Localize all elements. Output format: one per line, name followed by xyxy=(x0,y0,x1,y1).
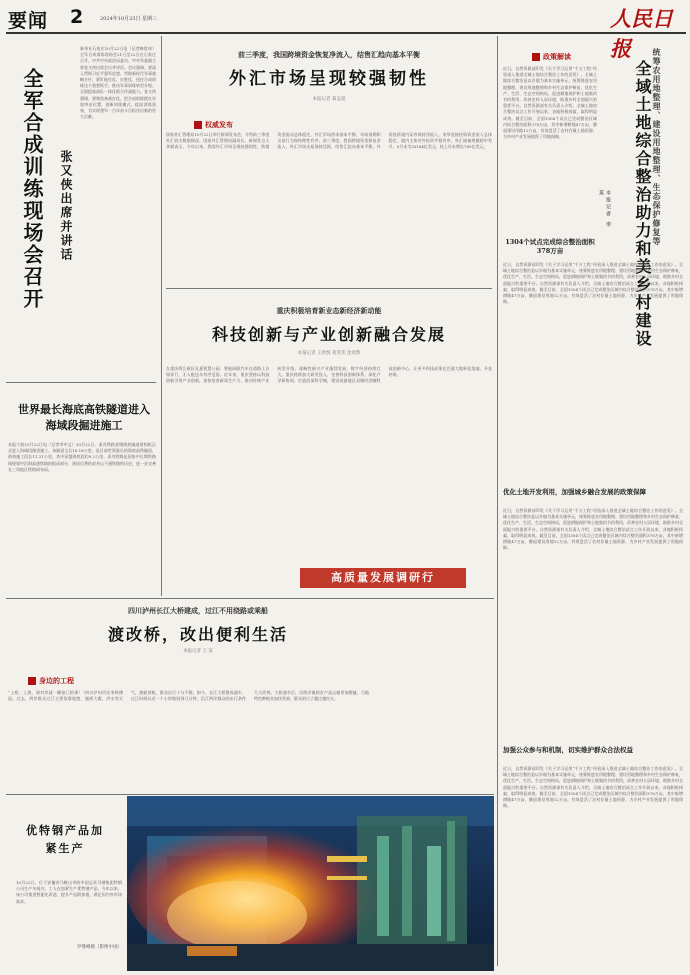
bridge-body: “上桥、上坡，到对岸就一脚油门的事！”四川泸州市民李师傅说。过去，两岸群众过江主要依靠轮渡，遇到大雾、洪水等天气，渡轮停航，群众出行十分不便。如今，长江大桥建成通车，过江时间从近一个小时缩短到几分钟，沿江两岸群众的出行条件大大改善。大桥通车后，沿线乡镇的农产品运输更加便捷，当地特色种植业加快发展，群众的日子越过越红火。 xyxy=(8,690,369,702)
land-section-2: 加强公众参与和机制，切实维护群众合法权益 xyxy=(503,746,633,754)
lead-body: 新华社石家庄10月22日电（记者梅常伟）全军合成训练现场会21日至22日在石家庄召开。中共中央政治局委员、中央军委副主席张又侠出席会议并讲话。会议强调，要深入贯彻习近平强军思想，贯彻新时代军事战略方针，紧盯能打仗、打胜仗，扭住合成训练这个重要抓手，推动军事训练转型升级，全面提高部队一体化联合作战能力。张又侠强调，要聚焦备战打仗，把合成训练摆在更加突出位置，创新训练模式，提高训练质效，为实现建军一百年奋斗目标作出新的更大贡献。 xyxy=(80,46,156,120)
land-kicker: 统筹农用地整理、建设用地整理、生态保护修复等 xyxy=(652,48,662,246)
land-byline: 本报记者 李 某 xyxy=(598,190,611,229)
land-body-2: 近日，自然资源部印发《关于学习运用“千万工程”经验深入推进全域土地综合整治工作的意见》。全域土地综合整治是以乡镇为基本实施单元，统筹推进农用地整理、建设用地整理和乡村生态保护修复，优化生产、生活、生态空间格局，促进耕地保护和土地集约节约利用，改善农村人居环境，助推乡村全面振兴的重要平台。自然资源部有关负责人介绍，全域土地综合整治试点工作开展以来，各地积极探索，取得明显成效。截至目前，全国1304个试点已完成整治区域内综合整治面积378万亩，其中新增耕地47万亩，腾退建设用地12万亩，有效盘活了农村存量土地资源，为乡村产业发展提供了用地保障。 xyxy=(503,262,683,305)
tech-banner: 高质量发展调研行 xyxy=(300,568,466,588)
forex-byline: 本报记者 葛孟超 xyxy=(312,97,346,102)
steel-photo-credit: 罗继峰摄（影像中国） xyxy=(77,945,122,950)
steel-headline: 优特钢产品加紧生产 xyxy=(26,824,104,855)
issue-date: 2024年10月23日 星期三 xyxy=(100,16,158,22)
land-headline: 全域土地综合整治助力和美乡村建设 xyxy=(633,60,652,348)
rule xyxy=(6,382,156,383)
bridge-byline: 本报记者 王 某 xyxy=(183,649,213,654)
forex-kicker: 前三季度，我国跨境资金恢复净流入，结售汇趋向基本平衡 xyxy=(238,50,420,59)
steel-mill-photo xyxy=(127,796,494,971)
bridge-kicker: 四川泸州长江大桥建成，过江不用绕路或乘船 xyxy=(128,606,268,615)
section-name: 要闻 xyxy=(8,10,49,32)
forex-headline: 外汇市场呈现较强韧性 xyxy=(229,69,429,89)
lead-headline: 全军合成训练现场会召开 xyxy=(20,68,44,310)
tunnel-headline: 世界最长海底高铁隧道进入海域段掘进施工 xyxy=(18,403,150,432)
column-rule-right xyxy=(497,36,498,966)
tech-body: 在重庆两江新区礼嘉智慧公园，智能网联汽车在道路上自如穿行，无人配送车有序送货。近年来，重庆坚持以科技创新引领产业创新，加快培育新质生产力，推动传统产业转型升级，战略性新兴产业蓬勃发展，数字经济持续壮大。重庆持续加大研发投入，完善科技创新体系，深化产学研协同，打造西部科学城，建设成渝地区双城经济圈科技创新中心，让更多科技成果在巴渝大地转化落地、开花结果。 xyxy=(166,366,492,384)
bridge-headline: 渡改桥，改出便利生活 xyxy=(107,625,288,644)
tech-kicker: 重庆积极培育新业态新经济新动能 xyxy=(276,306,382,315)
rule xyxy=(6,794,494,795)
page-number: 2 xyxy=(70,6,85,28)
steel-caption: 10月22日，位于安徽省马鞍山市的中国宝武马钢集团特钢公司生产车间内，工人在加紧生产优特钢产品。今年以来，该公司推进智能化改造，提升产品附加值，满足国内外市场需求。 xyxy=(16,880,122,904)
lead-subheadline: 张又侠出席并讲话 xyxy=(59,150,73,262)
land-mid-heading: 1304个试点完成综合整治面积378万亩 xyxy=(505,238,595,255)
land-body-3: 近日，自然资源部印发《关于学习运用“千万工程”经验深入推进全域土地综合整治工作的意见》。全域土地综合整治是以乡镇为基本实施单元，统筹推进农用地整理、建设用地整理和乡村生态保护修复，优化生产、生活、生态空间格局，促进耕地保护和土地集约节约利用，改善农村人居环境，助推乡村全面振兴的重要平台。自然资源部有关负责人介绍，全域土地综合整治试点工作开展以来，各地积极探索，取得明显成效。截至目前，全国1304个试点已完成整治区域内综合整治面积378万亩，其中新增耕地47万亩，腾退建设用地12万亩，有效盘活了农村存量土地资源，为乡村产业发展提供了用地保障。 xyxy=(503,508,683,551)
bridge-tag: 身边的工程 xyxy=(28,676,74,686)
forex-tag: 权威发布 xyxy=(194,120,233,130)
tunnel-body: 本报宁波10月22日电（记者李中文）10月22日，甬舟铁路金塘海底隧道盾构机正式进入海域段掘进施工。该隧道全长16.18公里，是目前世界最长的海底高铁隧道，盾构施工段长11.21公里，其中穿越海底段约9.2公里。甬舟铁路是国家中长期铁路网规划中沿海高速铁路的组成部分，建成后将结束舟山不通铁路的历史，进一步完善长三角地区铁路网布局。 xyxy=(8,442,156,472)
masthead-rule xyxy=(6,32,686,34)
rule xyxy=(6,598,494,599)
land-section-1: 优化土地开发利用，加强城乡融合发展的政策保障 xyxy=(503,488,646,496)
tech-byline: 本报记者 王欣悦 蒋雯雯 沈靖然 xyxy=(297,351,361,356)
land-body-4: 近日，自然资源部印发《关于学习运用“千万工程”经验深入推进全域土地综合整治工作的意见》。全域土地综合整治是以乡镇为基本实施单元，统筹推进农用地整理、建设用地整理和乡村生态保护修复，优化生产、生活、生态空间格局，促进耕地保护和土地集约节约利用，改善农村人居环境，助推乡村全面振兴的重要平台。自然资源部有关负责人介绍，全域土地综合整治试点工作开展以来，各地积极探索，取得明显成效。截至目前，全国1304个试点已完成整治区域内综合整治面积378万亩，其中新增耕地47万亩，腾退建设用地12万亩，有效盘活了农村存量土地资源，为乡村产业发展提供了用地保障。 xyxy=(503,766,683,809)
column-rule-left xyxy=(161,36,162,596)
forex-body: 国家外汇管理局10月22日举行新闻发布会，介绍前三季度外汇收支数据情况。国家外汇管理局副局长、新闻发言人李斌表示，今年以来，我国外汇市场呈现较强韧性，跨境资金流动总体稳定，外汇市场供求基本平衡，市场预期和交易行为保持理性有序。前三季度，我国跨境资金恢复净流入，外汇市场交易保持活跃，结售汇趋向基本平衡。外资投资境内证券保持净流入，来华直接投资资金流入总体稳定，境内主体对外投资平稳有序。外汇储备规模稳中有升，9月末为33164亿美元，较上年末增长785亿美元。 xyxy=(166,132,492,150)
land-tag: 政策解读 xyxy=(532,52,571,62)
tech-headline: 科技创新与产业创新融合发展 xyxy=(211,325,446,344)
rule xyxy=(166,288,492,289)
newspaper-logo: 人民日报 xyxy=(610,6,673,61)
land-body-1: 近日，自然资源部印发《关于学习运用“千万工程”经验深入推进全域土地综合整治工作的意见》。全域土地综合整治是以乡镇为基本实施单元，统筹推进农用地整理、建设用地整理和乡村生态保护修复，优化生产、生活、生态空间格局，促进耕地保护和土地集约节约利用，改善农村人居环境，助推乡村全面振兴的重要平台。自然资源部有关负责人介绍，全域土地综合整治试点工作开展以来，各地积极探索，取得明显成效。截至目前，全国1304个试点已完成整治区域内综合整治面积378万亩，其中新增耕地47万亩，腾退建设用地12万亩，有效盘活了农村存量土地资源，为乡村产业发展提供了用地保障。 xyxy=(503,66,597,140)
